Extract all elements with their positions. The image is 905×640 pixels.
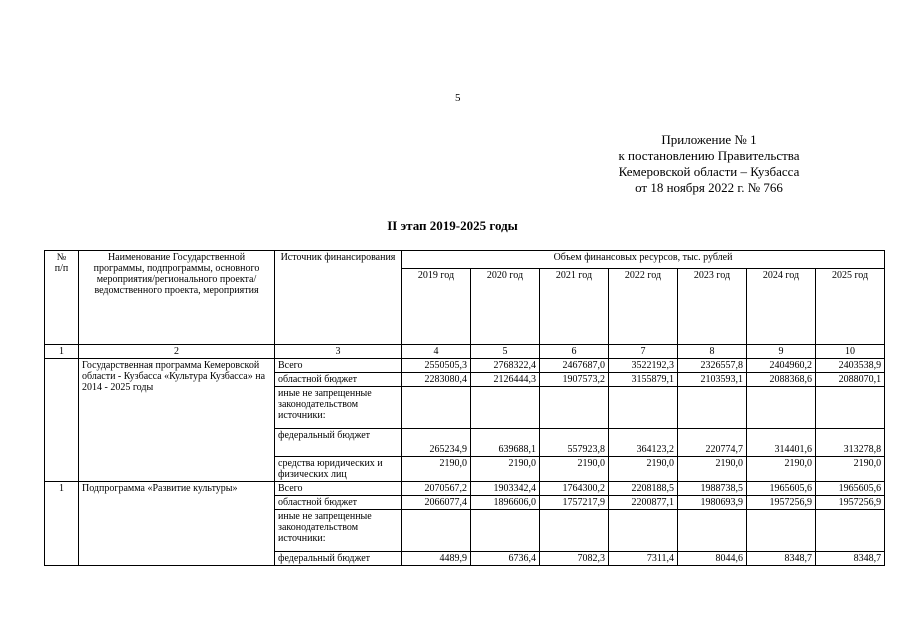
- column-number: 2: [79, 345, 275, 359]
- amount-cell: 313278,8: [816, 429, 885, 457]
- amount-cell: 2190,0: [609, 457, 678, 482]
- amount-cell: 2404960,2: [747, 359, 816, 373]
- header-year: 2022 год: [609, 269, 678, 345]
- amount-cell: 1896606,0: [471, 496, 540, 510]
- amount-cell: [678, 510, 747, 552]
- funding-source-cell: федеральный бюджет: [275, 429, 402, 457]
- amount-cell: 7082,3: [540, 552, 609, 566]
- amount-cell: 2190,0: [471, 457, 540, 482]
- funding-source-cell: Всего: [275, 359, 402, 373]
- amount-cell: [816, 510, 885, 552]
- row-number-cell: 1: [45, 482, 79, 566]
- header-volume: Объем финансовых ресурсов, тыс. рублей: [402, 251, 885, 269]
- amount-cell: [402, 387, 471, 429]
- amount-cell: 1957256,9: [747, 496, 816, 510]
- amount-cell: 2467687,0: [540, 359, 609, 373]
- header-number: № п/п: [45, 251, 79, 345]
- amount-cell: 1903342,4: [471, 482, 540, 496]
- column-number-row: [45, 345, 885, 359]
- amount-cell: 2190,0: [540, 457, 609, 482]
- amount-cell: 1965605,6: [747, 482, 816, 496]
- funding-source-cell: областной бюджет: [275, 373, 402, 387]
- header-source: Источник финансирования: [275, 251, 402, 345]
- funding-source-cell: иные не запрещенные законодательством источники:: [275, 510, 402, 552]
- amount-cell: 2070567,2: [402, 482, 471, 496]
- amount-cell: [402, 510, 471, 552]
- financing-table: [44, 250, 885, 566]
- amount-cell: 314401,6: [747, 429, 816, 457]
- funding-source-cell: областной бюджет: [275, 496, 402, 510]
- column-number: 10: [816, 345, 885, 359]
- amount-cell: [609, 510, 678, 552]
- amount-cell: 2208188,5: [609, 482, 678, 496]
- amount-cell: 3155879,1: [609, 373, 678, 387]
- amount-cell: 220774,7: [678, 429, 747, 457]
- column-number: 6: [540, 345, 609, 359]
- funding-source-cell: иные не запрещенные законодательством источники:: [275, 387, 402, 429]
- appendix-line: Приложение № 1: [661, 132, 757, 147]
- amount-cell: 2283080,4: [402, 373, 471, 387]
- row-number-cell: [45, 359, 79, 482]
- amount-cell: 2103593,1: [678, 373, 747, 387]
- appendix-line: от 18 ноября 2022 г. № 766: [635, 180, 783, 195]
- appendix-line: к постановлению Правительства: [618, 148, 800, 163]
- amount-cell: 265234,9: [402, 429, 471, 457]
- amount-cell: 1757217,9: [540, 496, 609, 510]
- amount-cell: 2326557,8: [678, 359, 747, 373]
- header-year: 2023 год: [678, 269, 747, 345]
- amount-cell: 1957256,9: [816, 496, 885, 510]
- amount-cell: 6736,4: [471, 552, 540, 566]
- funding-source-cell: средства юридических и физических лиц: [275, 457, 402, 482]
- column-number: 3: [275, 345, 402, 359]
- amount-cell: 1764300,2: [540, 482, 609, 496]
- column-number: 1: [45, 345, 79, 359]
- amount-cell: 2190,0: [747, 457, 816, 482]
- amount-cell: [816, 387, 885, 429]
- funding-source-cell: федеральный бюджет: [275, 552, 402, 566]
- header-year: 2020 год: [471, 269, 540, 345]
- amount-cell: [609, 387, 678, 429]
- amount-cell: [540, 387, 609, 429]
- amount-cell: [471, 387, 540, 429]
- amount-cell: 2190,0: [402, 457, 471, 482]
- header-name: Наименование Государственной программы, подпрограммы, основного мероприятия/регионального проекта/ ведомственного проекта, мероприятия: [79, 251, 275, 345]
- amount-cell: 2403538,9: [816, 359, 885, 373]
- amount-cell: 3522192,3: [609, 359, 678, 373]
- amount-cell: 639688,1: [471, 429, 540, 457]
- amount-cell: [747, 387, 816, 429]
- header-year: 2019 год: [402, 269, 471, 345]
- column-number: 4: [402, 345, 471, 359]
- amount-cell: 2200877,1: [609, 496, 678, 510]
- amount-cell: 8044,6: [678, 552, 747, 566]
- amount-cell: 2550505,3: [402, 359, 471, 373]
- amount-cell: 4489,9: [402, 552, 471, 566]
- amount-cell: [678, 387, 747, 429]
- column-number: 8: [678, 345, 747, 359]
- amount-cell: [471, 510, 540, 552]
- stage-title: II этап 2019-2025 годы: [387, 218, 518, 233]
- appendix-block: [600, 132, 818, 196]
- amount-cell: 1988738,5: [678, 482, 747, 496]
- amount-cell: 2126444,3: [471, 373, 540, 387]
- amount-cell: 2088368,6: [747, 373, 816, 387]
- header-year: 2021 год: [540, 269, 609, 345]
- amount-cell: 8348,7: [747, 552, 816, 566]
- amount-cell: 1980693,9: [678, 496, 747, 510]
- amount-cell: [747, 510, 816, 552]
- amount-cell: 1965605,6: [816, 482, 885, 496]
- program-name-cell: Государственная программа Кемеровской области - Кузбасса «Культура Кузбасса» на 2014 - 2025 годы: [79, 359, 275, 482]
- amount-cell: 2066077,4: [402, 496, 471, 510]
- amount-cell: 8348,7: [816, 552, 885, 566]
- amount-cell: 364123,2: [609, 429, 678, 457]
- header-year: 2024 год: [747, 269, 816, 345]
- amount-cell: 557923,8: [540, 429, 609, 457]
- header-year: 2025 год: [816, 269, 885, 345]
- page-number: 5: [455, 92, 461, 104]
- funding-source-cell: Всего: [275, 482, 402, 496]
- appendix-line: Кемеровской области – Кузбасса: [618, 164, 800, 179]
- column-number: 9: [747, 345, 816, 359]
- column-number: 7: [609, 345, 678, 359]
- amount-cell: [540, 510, 609, 552]
- amount-cell: 2190,0: [816, 457, 885, 482]
- column-number: 5: [471, 345, 540, 359]
- table-row: [45, 482, 885, 496]
- table-row: [45, 359, 885, 373]
- amount-cell: 2190,0: [678, 457, 747, 482]
- amount-cell: 1907573,2: [540, 373, 609, 387]
- amount-cell: 2088070,1: [816, 373, 885, 387]
- amount-cell: 2768322,4: [471, 359, 540, 373]
- amount-cell: 7311,4: [609, 552, 678, 566]
- program-name-cell: Подпрограмма «Развитие культуры»: [79, 482, 275, 566]
